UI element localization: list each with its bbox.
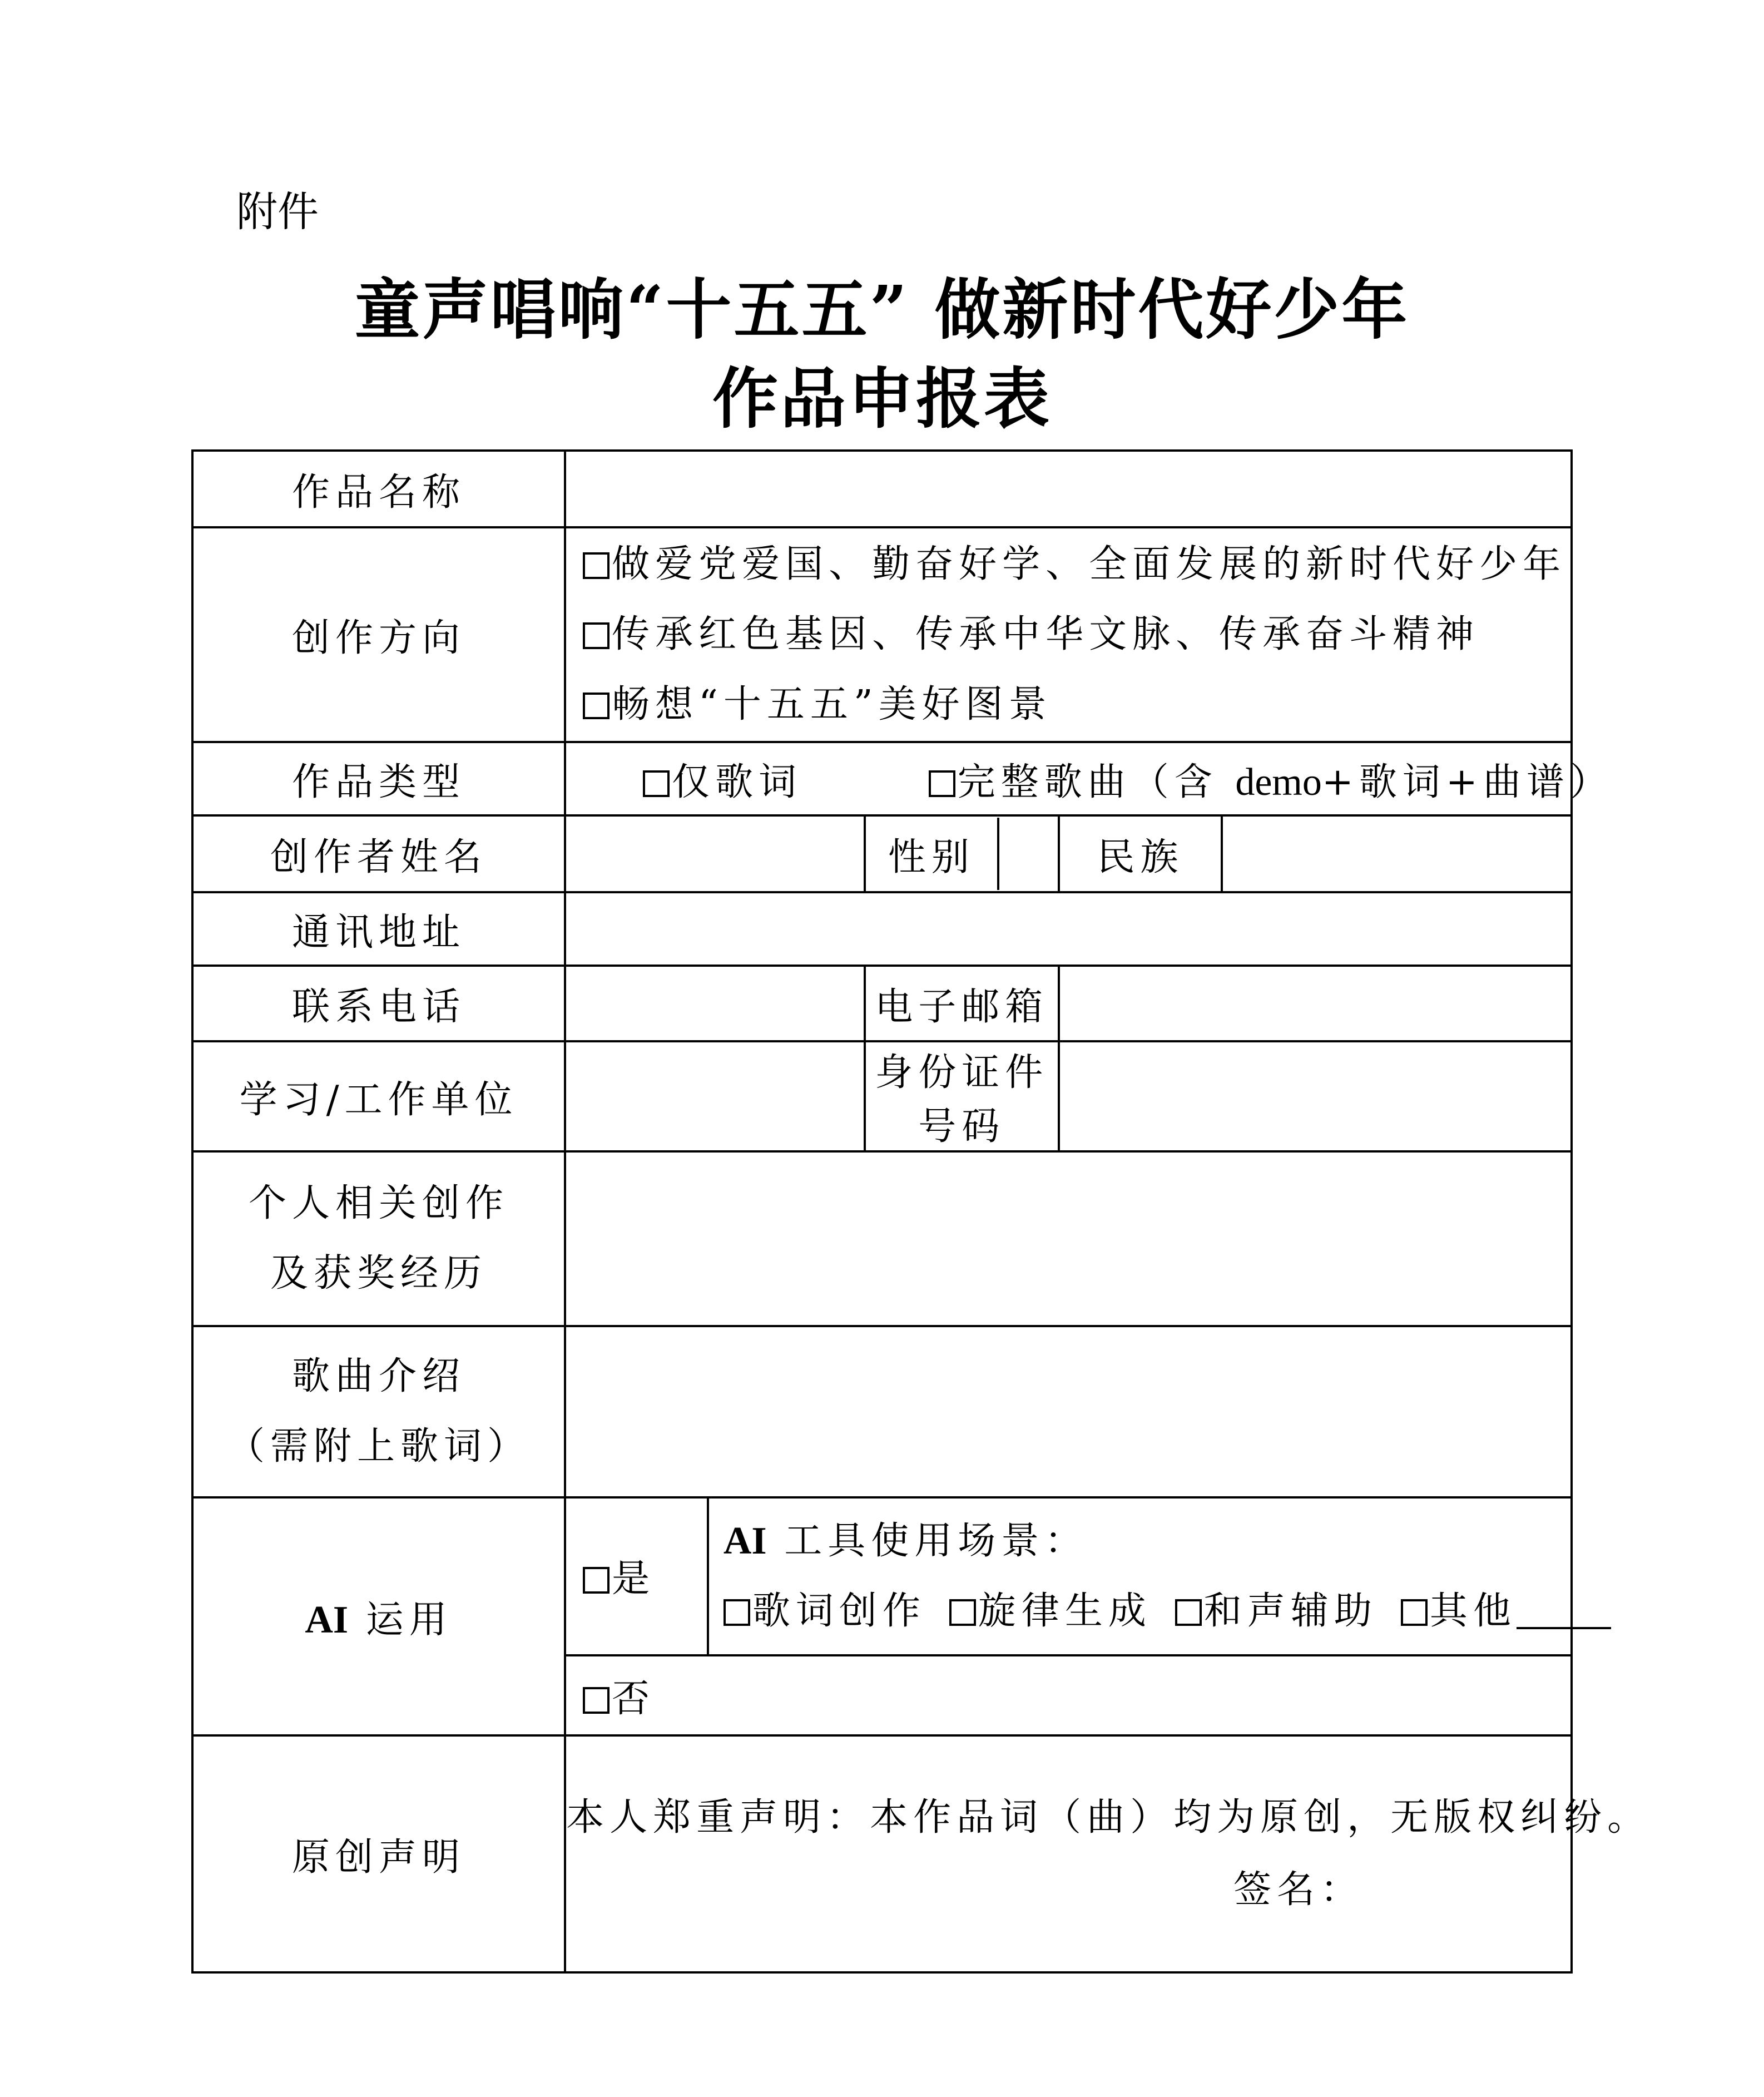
work-type-label: 作品类型 [192, 742, 565, 815]
row-address [192, 892, 1572, 966]
row-work-type [192, 742, 1572, 815]
work-type-full-song[interactable]: 完整歌曲（含 demo+歌词+曲谱） [929, 760, 1613, 804]
checkbox[interactable] [949, 1599, 976, 1626]
creator-name-field[interactable] [565, 815, 865, 892]
declaration-statement: 本人郑重声明：本作品词（曲）均为原创，无版权纠纷。 [566, 1796, 1651, 1839]
creator-name-label: 创作者姓名 [192, 815, 565, 892]
direction-option-2[interactable]: 传承红色基因、传承中华文脉、传承奋斗精神 [566, 600, 1570, 670]
form-title-line2: 作品申报表 [712, 360, 1052, 437]
work-type-lyrics-only[interactable]: 仅歌词 [643, 760, 802, 804]
checkbox[interactable] [583, 622, 610, 649]
gender-split [866, 818, 1058, 890]
ai-scenarios-cell [708, 1497, 1572, 1655]
gender-label: 性别 [866, 818, 998, 890]
checkbox[interactable] [583, 1567, 610, 1594]
ai-scenario-lyrics[interactable]: 歌词创作 [724, 1589, 926, 1633]
checkbox[interactable] [929, 770, 955, 797]
checkbox[interactable] [583, 1687, 610, 1714]
gender-cell [865, 815, 1059, 892]
declaration-label: 原创声明 [192, 1735, 565, 1972]
ethnicity-label: 民族 [1059, 815, 1222, 892]
direction-option-1[interactable]: 做爱党爱国、勤奋好学、全面发展的新时代好少年 [566, 530, 1570, 600]
id-number-field[interactable] [1059, 1041, 1572, 1151]
row-phone-email [192, 966, 1572, 1041]
direction-label: 创作方向 [192, 527, 565, 742]
row-direction [192, 527, 1572, 742]
address-field[interactable] [565, 892, 1572, 966]
work-name-field[interactable] [565, 451, 1572, 527]
email-field[interactable] [1059, 966, 1572, 1041]
checkbox[interactable] [583, 552, 610, 579]
email-label: 电子邮箱 [865, 966, 1059, 1041]
checkbox[interactable] [724, 1599, 750, 1626]
ai-scenario-melody[interactable]: 旋律生成 [949, 1589, 1152, 1633]
checkbox[interactable] [583, 693, 610, 719]
phone-field[interactable] [565, 966, 865, 1041]
ai-scenario-other[interactable]: 其他 [1401, 1589, 1611, 1633]
experience-label: 个人相关创作 及获奖经历 [192, 1151, 565, 1326]
row-org-id [192, 1041, 1572, 1151]
ai-no-option[interactable]: 否 [565, 1655, 1572, 1735]
ai-scenario-options [709, 1576, 1570, 1646]
ai-scenario-harmony[interactable]: 和声辅助 [1175, 1589, 1377, 1633]
work-name-label: 作品名称 [192, 451, 565, 527]
song-intro-field[interactable] [565, 1326, 1572, 1497]
row-work-name [192, 451, 1572, 527]
address-label: 通讯地址 [192, 892, 565, 966]
gender-field[interactable] [998, 818, 1058, 890]
signature-label[interactable]: 签名： [1233, 1868, 1364, 1912]
phone-label: 联系电话 [192, 966, 565, 1041]
direction-option-3[interactable]: 畅想“十五五”美好图景 [566, 670, 1570, 740]
row-ai-yes [192, 1497, 1572, 1655]
row-song-intro [192, 1326, 1572, 1497]
attachment-label: 附件 [236, 188, 319, 236]
ai-yes-option[interactable]: 是 [565, 1497, 708, 1655]
work-type-options [565, 742, 1613, 815]
row-creator [192, 815, 1572, 892]
ai-usage-label: AI 运用 [192, 1497, 565, 1735]
application-form-table [191, 449, 1651, 1974]
song-intro-label: 歌曲介绍 （需附上歌词） [192, 1326, 565, 1497]
checkbox[interactable] [1401, 1599, 1428, 1626]
row-experience [192, 1151, 1572, 1326]
declaration-cell [565, 1735, 1651, 1972]
direction-options [565, 527, 1572, 742]
row-declaration [192, 1735, 1572, 1972]
ai-scenario-title: AI 工具使用场景： [723, 1519, 1088, 1563]
other-blank-line[interactable] [1517, 1594, 1611, 1629]
organization-label: 学习/工作单位 [192, 1041, 565, 1151]
ethnicity-field[interactable] [1222, 815, 1572, 892]
id-number-label: 身份证件号码 [865, 1041, 1059, 1151]
checkbox[interactable] [643, 770, 670, 797]
experience-field[interactable] [565, 1151, 1572, 1326]
checkbox[interactable] [1175, 1599, 1202, 1626]
form-title-line1: 童声唱响“十五五” 做新时代好少年 [354, 271, 1410, 348]
organization-field[interactable] [565, 1041, 865, 1151]
